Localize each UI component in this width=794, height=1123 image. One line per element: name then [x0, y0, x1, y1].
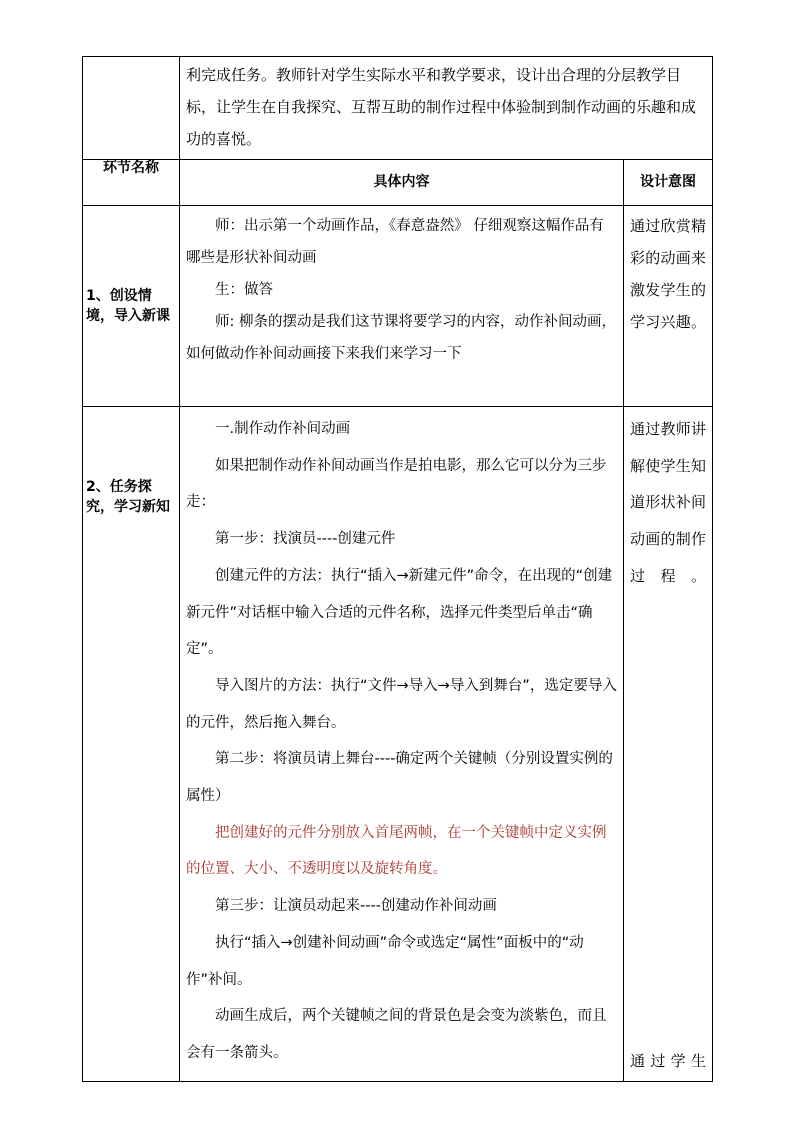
intent-continued-text: 通过学生	[630, 1052, 707, 1070]
paragraph: 师: 柳条的摆动是我们这节课将要学习的内容，动作补间动画，如何做动作补间动画接下来我们来学习一下	[186, 314, 616, 362]
paragraph: 动画生成后，两个关键帧之间的背景色是会变为淡紫色，而且会有一条箭头。	[186, 1008, 607, 1061]
intro-text: 利完成任务。教师针对学生实际水平和教学要求，设计出合理的分层教学目标，让学生在自我探究、互帮互助的制作过程中体验制到制作动画的乐趣和成功的喜悦。	[180, 57, 713, 160]
section-row-1	[83, 206, 713, 407]
paragraph: 一.制作动作补间动画	[215, 421, 351, 437]
header-row	[83, 160, 713, 206]
paragraph: 创建元件的方法：执行“插入→新建元件”命令，在出现的“创建新元件”对话框中输入合适的元件名称，选择元件类型后单击“确定”。	[186, 567, 613, 658]
highlighted-paragraph: 把创建好的元件分别放入首尾两帧，在一个关键帧中定义实例的位置、大小、不透明度以及旋转角度。	[186, 824, 607, 878]
paragraph: 生：做答	[215, 282, 273, 298]
intent-text: 通过教师讲解使学生知道形状补间动画的制作过程。	[630, 420, 707, 585]
paragraph: 师：出示第一个动画作品，《春意盎然》 仔细观察这幅作品有哪些是形状补间动画	[186, 218, 604, 266]
paragraph: 如果把制作动作补间动画当作是拍电影，那么它可以分为三步走：	[186, 457, 607, 511]
paragraph: 导入图片的方法：执行“文件→导入→导入到舞台”，选定要导入的元件，然后拖入舞台。	[186, 677, 617, 731]
intro-row	[83, 57, 713, 160]
section-label-1: 1、创设情境，导入新课	[83, 206, 180, 407]
section-intent-2	[624, 407, 713, 1082]
paragraph: 第二步：将演员请上舞台----确定两个关键帧（分别设置实例的属性）	[186, 751, 613, 805]
section-intent-1: 通过欣赏精彩的动画来激发学生的学习兴趣。	[624, 206, 713, 407]
section-label-2: 2、任务探究，学习新知	[83, 407, 180, 1082]
section-content-1	[180, 206, 624, 407]
paragraph: 第三步：让演员动起来----创建动作补间动画	[215, 898, 497, 915]
header-stage: 环节名称	[83, 160, 180, 206]
header-content: 具体内容	[180, 160, 624, 206]
lesson-plan-table	[82, 56, 713, 1082]
header-intent: 设计意图	[624, 160, 713, 206]
section-row-2	[83, 407, 713, 1082]
paragraph: 第一步：找演员----创建元件	[215, 531, 396, 548]
intro-left-cell	[83, 57, 180, 160]
section-content-2	[180, 407, 624, 1082]
paragraph: 执行“插入→创建补间动画”命令或选定“属性”面板中的“动作”补间。	[186, 934, 584, 988]
